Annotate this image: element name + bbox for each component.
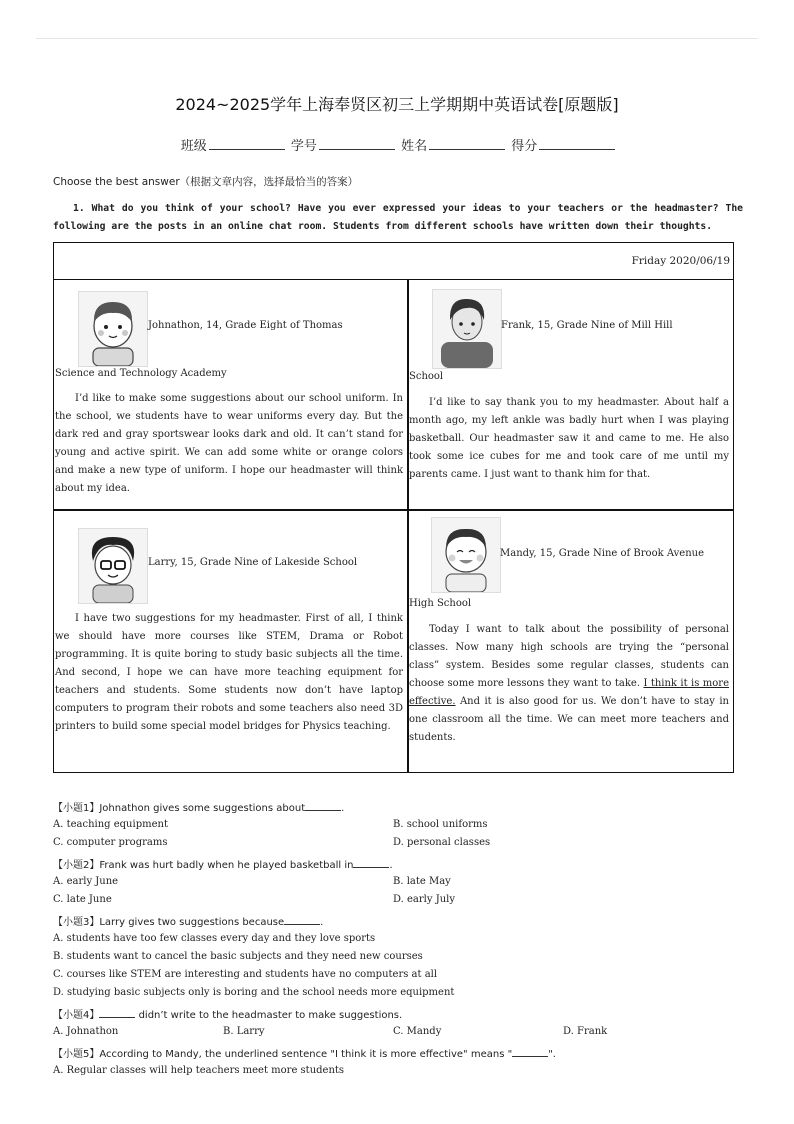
- q3-option-a[interactable]: A. students have too few classes every day and they love sports: [53, 933, 376, 944]
- header-divider: [36, 38, 758, 39]
- number-blank[interactable]: [319, 139, 395, 150]
- larry-caption: Larry, 15, Grade Nine of Lakeside School: [148, 557, 358, 568]
- q1-option-d[interactable]: D. personal classes: [393, 837, 491, 848]
- q2-option-c[interactable]: C. late June: [53, 894, 112, 905]
- mandy-caption-line2: High School: [409, 598, 472, 609]
- frank-post-text: I’d like to say thank you to my headmaster. About half a month ago, my left ankle was badly hurt when I was playing basketball. Our headmaster saw it and came to me. He also took some ice cubes for me and took care of me until my parents came. I just want to thank him for that.: [409, 397, 729, 480]
- q1-option-a[interactable]: A. teaching equipment: [53, 819, 168, 830]
- question-4: 【小题4】 didn’t write to the headmaster to make suggestions.: [53, 1010, 403, 1021]
- q3-option-b[interactable]: B. students want to cancel the basic subjects and they need new courses: [53, 951, 423, 962]
- q2-option-b[interactable]: B. late May: [393, 876, 451, 887]
- q1-option-c[interactable]: C. computer programs: [53, 837, 168, 848]
- johnathon-caption-line2: Science and Technology Academy: [55, 368, 227, 379]
- date-row: [54, 243, 733, 280]
- answer-blank[interactable]: [284, 915, 320, 925]
- q5-option-a[interactable]: A. Regular classes will help teachers meet more students: [53, 1065, 345, 1076]
- q3-option-d[interactable]: D. studying basic subjects only is boring and the school needs more equipment: [53, 987, 455, 998]
- posts-table: [53, 242, 734, 773]
- johnathon-avatar: [78, 291, 148, 367]
- post-date: Friday 2020/06/19: [631, 255, 730, 267]
- name-label: 姓名: [401, 139, 428, 154]
- frank-caption-line2: School: [409, 371, 444, 382]
- class-label: 班级: [180, 139, 207, 154]
- page-title: 2024~2025学年上海奉贤区初三上学期期中英语试卷[原题版]: [175, 95, 619, 114]
- answer-blank[interactable]: [512, 1047, 548, 1057]
- question-2: 【小题2】Frank was hurt badly when he played basketball in .: [53, 860, 393, 871]
- score-blank[interactable]: [539, 139, 615, 150]
- name-blank[interactable]: [429, 139, 505, 150]
- mandy-post-text: Today I want to talk about the possibility of personal classes. Now many high schools are trying the “personal class” system. Besides some regular classes, students can choose some more lessons they want to take. I think it is more effective. And it is also good for us. We don’t have to stay in one classroom all the time. We can meet more teachers and students.: [409, 624, 730, 743]
- post-johnathon: [54, 279, 406, 509]
- q3-option-c[interactable]: C. courses like STEM are interesting and students have no computers at all: [53, 969, 438, 980]
- answer-blank[interactable]: [353, 858, 389, 868]
- section-heading: Choose the best answer（根据文章内容，选择最恰当的答案）: [53, 176, 359, 188]
- post-mandy: [409, 511, 733, 773]
- mandy-avatar: [431, 517, 501, 593]
- question-1: 【小题1】Johnathon gives some suggestions about .: [53, 803, 345, 814]
- answer-blank[interactable]: [305, 801, 341, 811]
- johnathon-caption: Johnathon, 14, Grade Eight of Thomas: [148, 320, 343, 331]
- class-blank[interactable]: [209, 139, 285, 150]
- johnathon-post-text: I’d like to make some suggestions about our school uniform. In the school, we students have to wear uniforms every day. But the dark red and gray sportswear looks dark and old. It can’t stand for young and active spirit. We can add some white or orange colors and make a new type of uniform. I hope our headmaster will think about my idea.: [55, 393, 403, 494]
- question-5: 【小题5】According to Mandy, the underlined sentence "I think it is more effective" means " ".: [53, 1049, 556, 1060]
- q1-option-b[interactable]: B. school uniforms: [393, 819, 488, 830]
- question-3: 【小题3】Larry gives two suggestions because .: [53, 917, 324, 928]
- frank-caption: Frank, 15, Grade Nine of Mill Hill: [501, 320, 673, 331]
- post-larry: [54, 511, 406, 773]
- q2-option-a[interactable]: A. early June: [53, 876, 119, 887]
- frank-avatar: [432, 289, 502, 369]
- question-intro: 1. What do you think of your school? Have you ever expressed your ideas to your teachers or the headmaster? The following are the posts in an online chat room. Students from different schools have written down their thoughts.: [53, 203, 743, 232]
- underlined-sentence: I think it is more effective.: [409, 678, 730, 707]
- larry-avatar: [78, 528, 148, 604]
- q4-option-b[interactable]: B. Larry: [223, 1026, 265, 1037]
- q2-option-d[interactable]: D. early July: [393, 894, 456, 905]
- student-info-line: [0, 135, 794, 154]
- larry-post-text: I have two suggestions for my headmaster. First of all, I think we should have more courses like STEM, Drama or Robot programming. It is quite boring to study basic subjects all the time. And second, I hope we can have more teaching equipment for teachers and students. Some students now don’t have laptop computers to program their robots and some teachers also need 3D printers to build some special model bridges for Physics teaching.: [55, 613, 403, 732]
- q4-option-a[interactable]: A. Johnathon: [53, 1026, 119, 1037]
- score-label: 得分: [511, 139, 538, 154]
- q4-option-d[interactable]: D. Frank: [563, 1026, 608, 1037]
- number-label: 学号: [290, 139, 317, 154]
- mandy-caption: Mandy, 15, Grade Nine of Brook Avenue: [500, 548, 705, 559]
- post-frank: [409, 279, 733, 509]
- q4-option-c[interactable]: C. Mandy: [393, 1026, 442, 1037]
- answer-blank[interactable]: [99, 1008, 135, 1018]
